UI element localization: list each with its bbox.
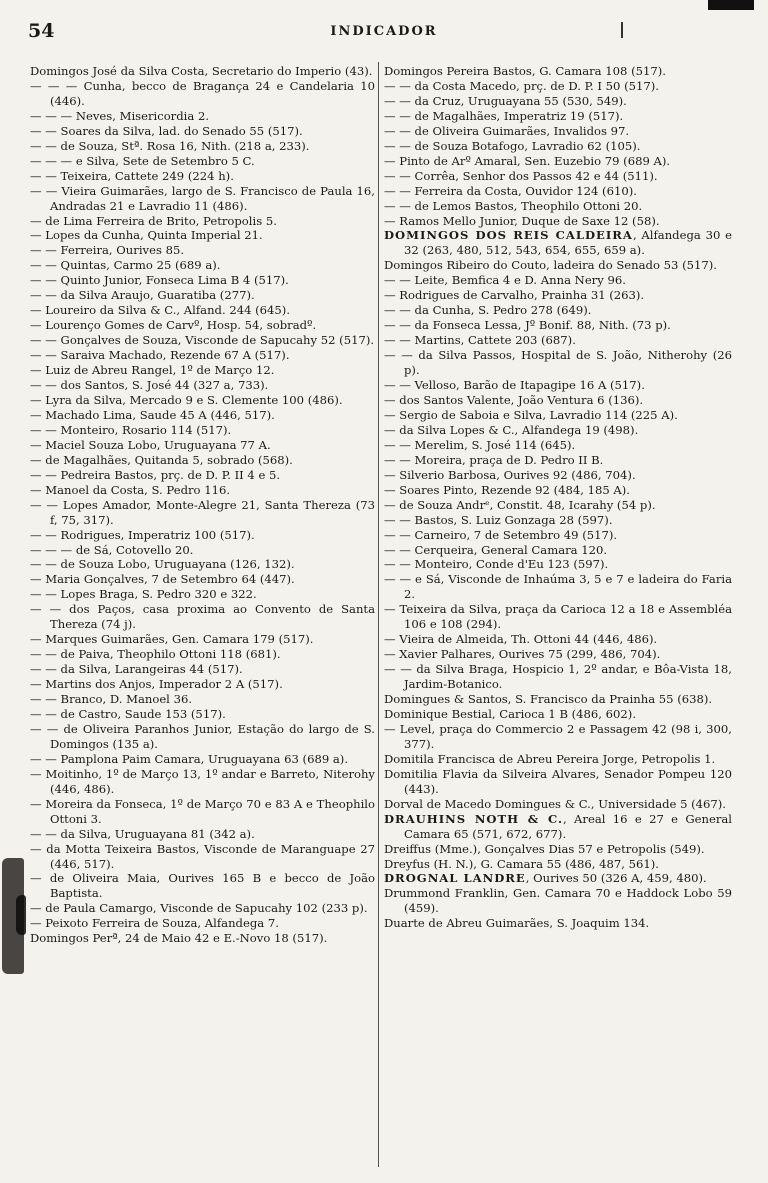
directory-entry: — — Rodrigues, Imperatriz 100 (517).: [30, 527, 255, 542]
directory-entry: [384, 812, 732, 842]
directory-entry: — — de Magalhães, Imperatriz 19 (517).: [384, 108, 624, 123]
directory-entry: — Teixeira da Silva, praça da Carioca 12 a 18 e Assembléa 106 e 108 (294).: [384, 602, 732, 632]
directory-entry: — Machado Lima, Saude 45 A (446, 517).: [30, 407, 275, 422]
directory-entry: — — Moreira, praça de D. Pedro II B.: [384, 452, 604, 467]
directory-entry: — — de Paiva, Theophilo Ottoni 118 (681).: [30, 647, 281, 662]
directory-entry: — — Ferreira da Costa, Ouvidor 124 (610).: [384, 183, 637, 198]
directory-entry: — — da Silva Braga, Hospicio 1, 2º andar, e Bôa-Vista 18, Jardim-Botanico.: [384, 662, 732, 692]
directory-entry: — — Carneiro, 7 de Setembro 49 (517).: [384, 527, 618, 542]
directory-entry: — de Lima Ferreira de Brito, Petropolis 5.: [30, 213, 277, 228]
directory-entry: — — Teixeira, Cattete 249 (224 h).: [30, 168, 234, 183]
directory-entry: — — da Fonseca Lessa, Jº Bonif. 88, Nith. (73 p).: [384, 318, 671, 333]
binding-mark-dark: [16, 895, 26, 935]
directory-entry: — — — Neves, Misericordia 2.: [30, 108, 210, 123]
directory-entry: Dreiffus (Mme.), Gonçalves Dias 57 e Petropolis (549).: [384, 841, 705, 856]
directory-entry: — — Pamplona Paim Camara, Uruguayana 63 (689 a).: [30, 751, 349, 766]
directory-entry: — — Corrêa, Senhor dos Passos 42 e 44 (511).: [384, 168, 658, 183]
directory-entry: — — Monteiro, Conde d'Eu 123 (597).: [384, 557, 609, 572]
directory-entry: — — Cerqueira, General Camara 120.: [384, 542, 608, 557]
directory-entry: — — dos Paços, casa proxima ao Convento de Santa Thereza (74 j).: [30, 602, 375, 632]
directory-entry: — — Ferreira, Ourives 85.: [30, 243, 185, 258]
entry-text: , Ourives 50 (326 A, 459, 480).: [525, 871, 707, 886]
directory-entry: Drummond Franklin, Gen. Camara 70 e Haddock Lobo 59 (459).: [384, 886, 732, 916]
directory-entry: — — dos Santos, S. José 44 (327 a, 733).: [30, 378, 269, 393]
entry-bold-name: DROGNAL LANDRE: [384, 871, 526, 886]
directory-entry: — Martins dos Anjos, Imperador 2 A (517).: [30, 677, 283, 692]
directory-entry: — Lyra da Silva, Mercado 9 e S. Clemente 100 (486).: [30, 392, 343, 407]
directory-entry: — — Soares da Silva, lad. do Senado 55 (517).: [30, 123, 303, 138]
directory-entry: — de Paula Camargo, Visconde de Sapucahy 102 (233 p).: [30, 901, 368, 916]
directory-entry: — Peixoto Ferreira de Souza, Alfandega 7.: [30, 916, 279, 931]
directory-entry: — — — de Sá, Cotovello 20.: [30, 542, 194, 557]
left-column: [30, 64, 375, 946]
directory-entry: — Manoel da Costa, S. Pedro 116.: [30, 482, 231, 497]
directory-entry: — Lopes da Cunha, Quinta Imperial 21.: [30, 228, 263, 243]
directory-entry: — Sergio de Saboia e Silva, Lavradio 114 (225 A).: [384, 407, 678, 422]
directory-entry: — Soares Pinto, Rezende 92 (484, 185 A).: [384, 482, 630, 497]
directory-entry: — Level, praça do Commercio 2 e Passagem 42 (98 i, 300, 377).: [384, 721, 732, 751]
directory-entry: — — de Lemos Bastos, Theophilo Ottoni 20.: [384, 198, 643, 213]
directory-entry: — Moreira da Fonseca, 1º de Março 70 e 83 A e Theophilo Ottoni 3.: [30, 796, 375, 826]
entry-bold-name: DOMINGOS DOS REIS CALDEIRA: [384, 228, 633, 243]
directory-entry: — — Quintas, Carmo 25 (689 a).: [30, 258, 221, 273]
directory-entry: Dreyfus (H. N.), G. Camara 55 (486, 487, 561).: [384, 856, 659, 871]
right-column: [384, 64, 732, 931]
directory-entry: — — de Souza Lobo, Uruguayana (126, 132).: [30, 557, 295, 572]
directory-entry: — Maciel Souza Lobo, Uruguayana 77 A.: [30, 437, 271, 452]
directory-entry: — Maria Gonçalves, 7 de Setembro 64 (447).: [30, 572, 295, 587]
directory-entry: — — de Oliveira Paranhos Junior, Estação do largo de S. Domingos (135 a).: [30, 721, 375, 751]
directory-entry: — de Souza Andrᵉ, Constit. 48, Icarahy (54 p).: [384, 497, 656, 512]
directory-entry: Domingos Pereira Bastos, G. Camara 108 (517).: [384, 64, 666, 78]
directory-entry: Domingos Perª, 24 de Maio 42 e E.-Novo 18 (517).: [30, 931, 328, 946]
directory-entry: — da Motta Teixeira Bastos, Visconde de Maranguape 27 (446, 517).: [30, 841, 375, 871]
directory-entry: — Luiz de Abreu Rangel, 1º de Março 12.: [30, 363, 275, 378]
directory-entry: — — da Silva, Larangeiras 44 (517).: [30, 662, 243, 677]
entry-text: , Areal 16 e 27 e General Camara 65 (571, 672, 677).: [404, 811, 732, 841]
directory-entry: — — Branco, D. Manoel 36.: [30, 692, 193, 707]
directory-entry: — Ramos Mello Junior, Duque de Saxe 12 (58).: [384, 213, 660, 228]
directory-entry: Domingues & Santos, S. Francisco da Prainha 55 (638).: [384, 692, 713, 707]
directory-entry: — — Lopes Amador, Monte-Alegre 21, Santa Thereza (73 f, 75, 317).: [30, 497, 375, 527]
directory-entry: Domitila Francisca de Abreu Pereira Jorge, Petropolis 1.: [384, 751, 716, 766]
directory-entry: — — Martins, Cattete 203 (687).: [384, 333, 576, 348]
directory-entry: [384, 871, 732, 886]
directory-entry: — — da Silva Passos, Hospital de S. João, Nitherohy (26 p).: [384, 348, 732, 378]
directory-entry: — — Leite, Bemfica 4 e D. Anna Nery 96.: [384, 273, 626, 288]
directory-entry: Dorval de Macedo Domingues & C., Universidade 5 (467).: [384, 796, 726, 811]
directory-entry: — Marques Guimarães, Gen. Camara 179 (517).: [30, 632, 314, 647]
directory-entry: Domitilia Flavia da Silveira Alvares, Senador Pompeu 120 (443).: [384, 766, 732, 796]
directory-entry: — — da Cruz, Uruguayana 55 (530, 549).: [384, 93, 627, 108]
directory-entry: — Loureiro da Silva & C., Alfand. 244 (645).: [30, 303, 291, 318]
directory-entry: Duarte de Abreu Guimarães, S. Joaquim 134.: [384, 916, 650, 931]
column-rule: [378, 62, 379, 1167]
page-header: [0, 0, 768, 60]
directory-entry: — — Saraiva Machado, Rezende 67 A (517).: [30, 348, 290, 363]
directory-entry: — — de Oliveira Guimarães, Invalidos 97.: [384, 123, 630, 138]
directory-entry: — Rodrigues de Carvalho, Prainha 31 (263).: [384, 288, 645, 303]
ink-mark: [708, 0, 754, 10]
running-head: INDICADOR: [330, 24, 438, 39]
directory-entry: — — — Cunha, becco de Bragança 24 e Candelaria 10 (446).: [30, 78, 375, 108]
directory-entry: — Xavier Palhares, Ourives 75 (299, 486, 704).: [384, 647, 661, 662]
entry-text: , Alfandega 30 e 32 (263, 480, 512, 543, 654, 655, 659 a).: [404, 228, 732, 258]
directory-entry: — — e Sá, Visconde de Inhaúma 3, 5 e 7 e ladeira do Faria 2.: [384, 572, 732, 602]
directory-entry: — de Magalhães, Quitanda 5, sobrado (568).: [30, 452, 293, 467]
directory-entry: — de Oliveira Maia, Ourives 165 B e becco de João Baptista.: [30, 871, 375, 901]
directory-entry: — — Monteiro, Rosario 114 (517).: [30, 422, 232, 437]
directory-entry: — Vieira de Almeida, Th. Ottoni 44 (446, 486).: [384, 632, 658, 647]
directory-entry: — — da Silva Araujo, Guaratiba (277).: [30, 288, 255, 303]
directory-entry: — — de Souza, Stª. Rosa 16, Nith. (218 a, 233).: [30, 138, 310, 153]
directory-entry: — — de Castro, Saude 153 (517).: [30, 706, 226, 721]
tick-mark: [621, 22, 623, 38]
directory-entry: — Lourenço Gomes de Carvº, Hosp. 54, sobradº.: [30, 318, 317, 333]
directory-entry: — — da Costa Macedo, prç. de D. P. I 50 (517).: [384, 78, 659, 93]
directory-entry: — — Merelim, S. José 114 (645).: [384, 437, 576, 452]
directory-entry: — — Quinto Junior, Fonseca Lima B 4 (517).: [30, 273, 289, 288]
directory-entry: — — Velloso, Barão de Itapagipe 16 A (517).: [384, 378, 645, 393]
directory-entry: — — da Cunha, S. Pedro 278 (649).: [384, 303, 592, 318]
directory-entry: — — Pedreira Bastos, prç. de D. P. II 4 e 5.: [30, 467, 281, 482]
directory-entry: — — — e Silva, Sete de Setembro 5 C.: [30, 153, 255, 168]
directory-entry: — — de Souza Botafogo, Lavradio 62 (105).: [384, 138, 641, 153]
directory-entry: — Moitinho, 1º de Março 13, 1º andar e Barreto, Niterohy (446, 486).: [30, 766, 375, 796]
page-number: 54: [28, 20, 55, 42]
directory-entry: — — Lopes Braga, S. Pedro 320 e 322.: [30, 587, 257, 602]
directory-entry: — da Silva Lopes & C., Alfandega 19 (498).: [384, 422, 639, 437]
directory-entry: Domingos Ribeiro do Couto, ladeira do Senado 53 (517).: [384, 258, 717, 273]
directory-entry: — — Gonçalves de Souza, Visconde de Sapucahy 52 (517).: [30, 333, 375, 348]
directory-entry: Domingos José da Silva Costa, Secretario do Imperio (43).: [30, 64, 373, 78]
directory-entry: — dos Santos Valente, João Ventura 6 (136).: [384, 392, 644, 407]
directory-entry: — — Bastos, S. Luiz Gonzaga 28 (597).: [384, 512, 613, 527]
directory-entry: Dominique Bestial, Carioca 1 B (486, 602).: [384, 706, 637, 721]
entry-bold-name: DRAUHINS NOTH & C.: [384, 811, 564, 826]
directory-entry: [384, 228, 732, 258]
directory-entry: — Pinto de Arº Amaral, Sen. Euzebio 79 (689 A).: [384, 153, 671, 168]
directory-entry: — Silverio Barbosa, Ourives 92 (486, 704).: [384, 467, 636, 482]
directory-entry: — — Vieira Guimarães, largo de S. Francisco de Paula 16, Andradas 21 e Lavradio 11 (486).: [30, 183, 375, 213]
directory-entry: — — da Silva, Uruguayana 81 (342 a).: [30, 826, 255, 841]
